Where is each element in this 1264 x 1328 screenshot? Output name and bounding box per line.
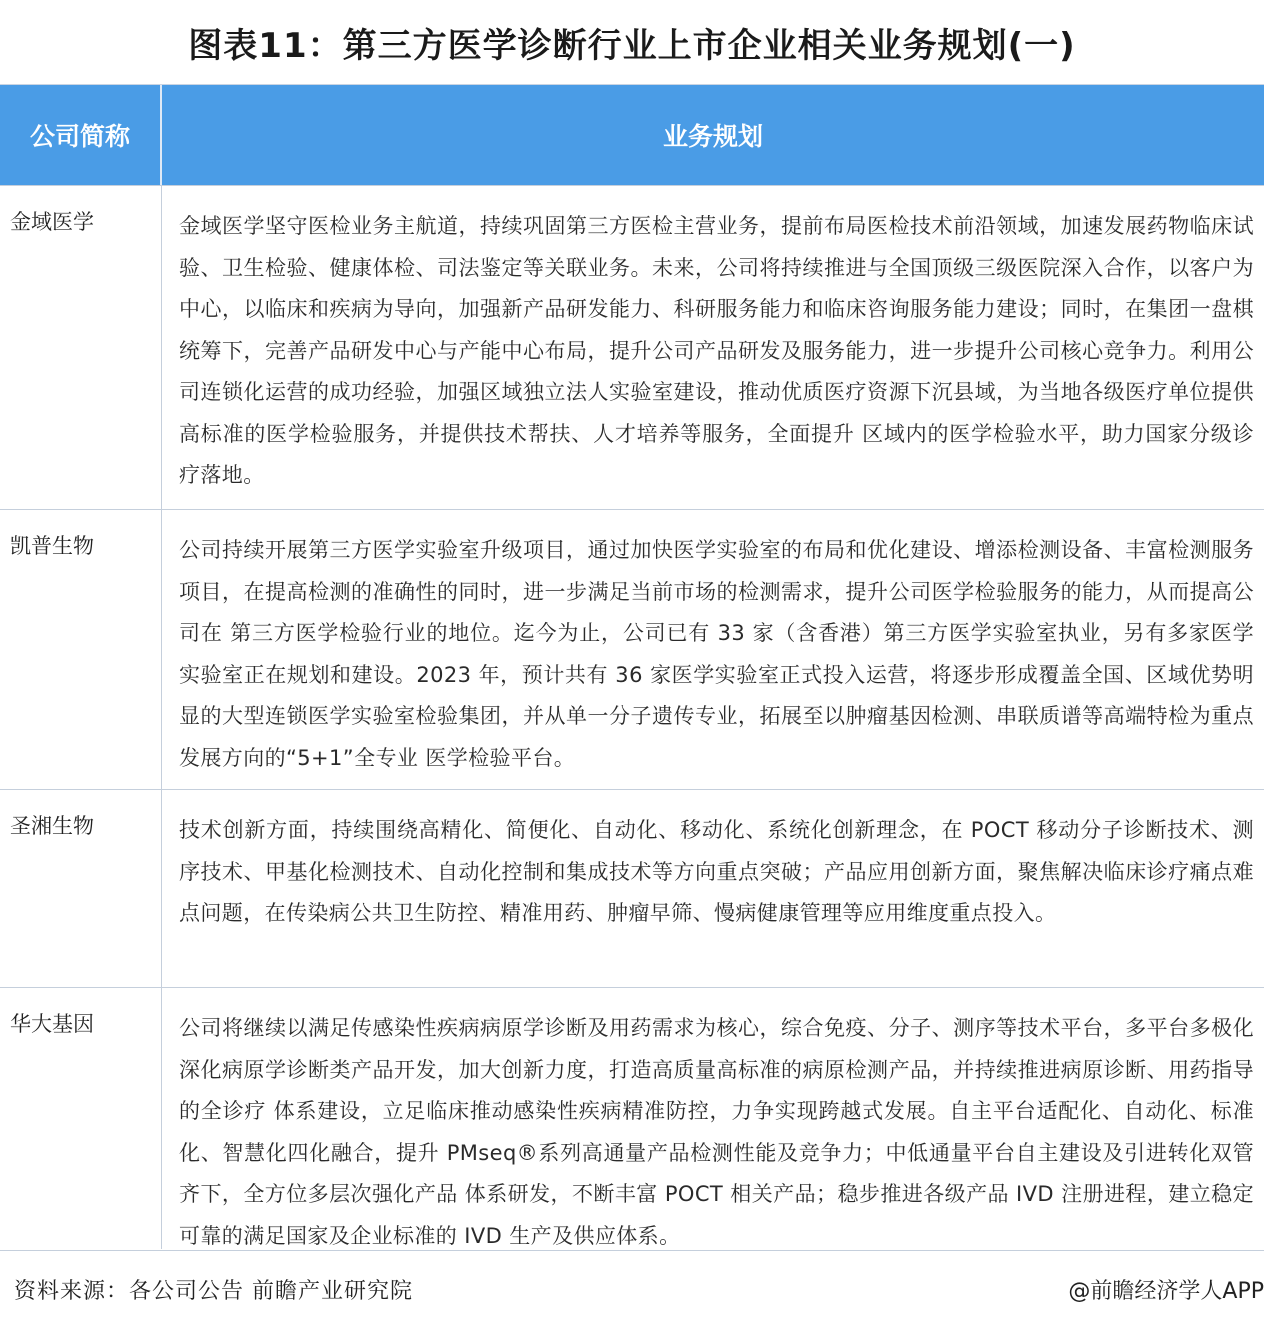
business-plan-text: 技术创新方面，持续围绕高精化、简便化、自动化、移动化、系统化创新理念，在 POCT 移动分子诊断技术、测序技术、甲基化检测技术、自动化控制和集成技术等方向重点突破；产品应用创新方面，聚焦解决临床诊疗痛点难点问题，在传染病公共卫生防控、精准用药、肿瘤早筛、慢病健康管理等应用维度重点投入。 — [179, 818, 1254, 925]
business-plan-text: 公司持续开展第三方医学实验室升级项目，通过加快医学实验室的布局和优化建设、增添检测设备、丰富检测服务项目，在提高检测的准确性的同时，进一步满足当前市场的检测需求，提升公司医学检验服务的能力，从而提高公司在 第三方医学检验行业的地位。迄今为止，公司已有 33 家（含香港）第三方医学实验室执业，另有多家医学实验室正在规划和建设。2023 年，预计共有 36 家医学实验室正式投入运营，将逐步形成覆盖全国、区域优势明显的大型连锁医学实验室检验集团，并从单一分子遗传专业，拓展至以肿瘤基因检测、串联质谱等高端特检为重点发展方向的“5+1”全专业 医学检验平台。 — [179, 538, 1254, 770]
business-plan-text: 公司将继续以满足传感染性疾病病原学诊断及用药需求为核心，综合免疫、分子、测序等技术平台，多平台多极化深化病原学诊断类产品开发，加大创新力度，打造高质量高标准的病原检测产品，并持续推进病原诊断、用药指导的全诊疗 体系建设，立足临床推动感染性疾病精准防控，力争实现跨越式发展。自主平台适配化、自动化、标准化、智慧化四化融合，提升 PMseq®系列高通量产品检测性能及竞争力；中低通量平台自主建设及引进转化双管齐下，全方位多层次强化产品 体系研发，不断丰富 POCT 相关产品；稳步推进各级产品 IVD 注册进程，建立稳定可靠的满足国家及企业标准的 IVD 生产及供应体系。 — [179, 1016, 1254, 1248]
header-plan: 业务规划 — [662, 122, 763, 151]
company-name: 凯普生物 — [0, 510, 162, 789]
header-company: 公司简称 — [0, 85, 162, 185]
source-note: 资料来源：各公司公告 前瞻产业研究院 — [14, 1279, 413, 1304]
footer — [0, 1250, 1264, 1328]
page-title: 图表11：第三方医学诊断行业上市企业相关业务规划(一) — [188, 25, 1076, 66]
company-name: 圣湘生物 — [0, 790, 162, 987]
table-row — [0, 789, 1264, 987]
table-row — [0, 509, 1264, 789]
table-header — [0, 85, 1264, 185]
company-name: 金域医学 — [0, 186, 162, 509]
business-plan-text: 金域医学坚守医检业务主航道，持续巩固第三方医检主营业务，提前布局医检技术前沿领域，加速发展药物临床试验、卫生检验、健康体检、司法鉴定等关联业务。未来，公司将持续推进与全国顶级三级医院深入合作，以客户为中心，以临床和疾病为导向，加强新产品研发能力、科研服务能力和临床咨询服务能力建设；同时，在集团一盘棋统筹下，完善产品研发中心与产能中心布局，提升公司产品研发及服务能力，进一步提升公司核心竞争力。利用公司连锁化运营的成功经验，加强区域独立法人实验室建设，推动优质医疗资源下沉县域，为当地各级医疗单位提供高标准的医学检验服务，并提供技术帮扶、人才培养等服务，全面提升 区域内的医学检验水平，助力国家分级诊疗落地。 — [179, 214, 1254, 487]
table-row — [0, 987, 1264, 1249]
table-row — [0, 185, 1264, 509]
company-name: 华大基因 — [0, 988, 162, 1249]
brand-credit: @前瞻经济学人APP — [1068, 1279, 1264, 1304]
business-plan-table — [0, 84, 1264, 1248]
